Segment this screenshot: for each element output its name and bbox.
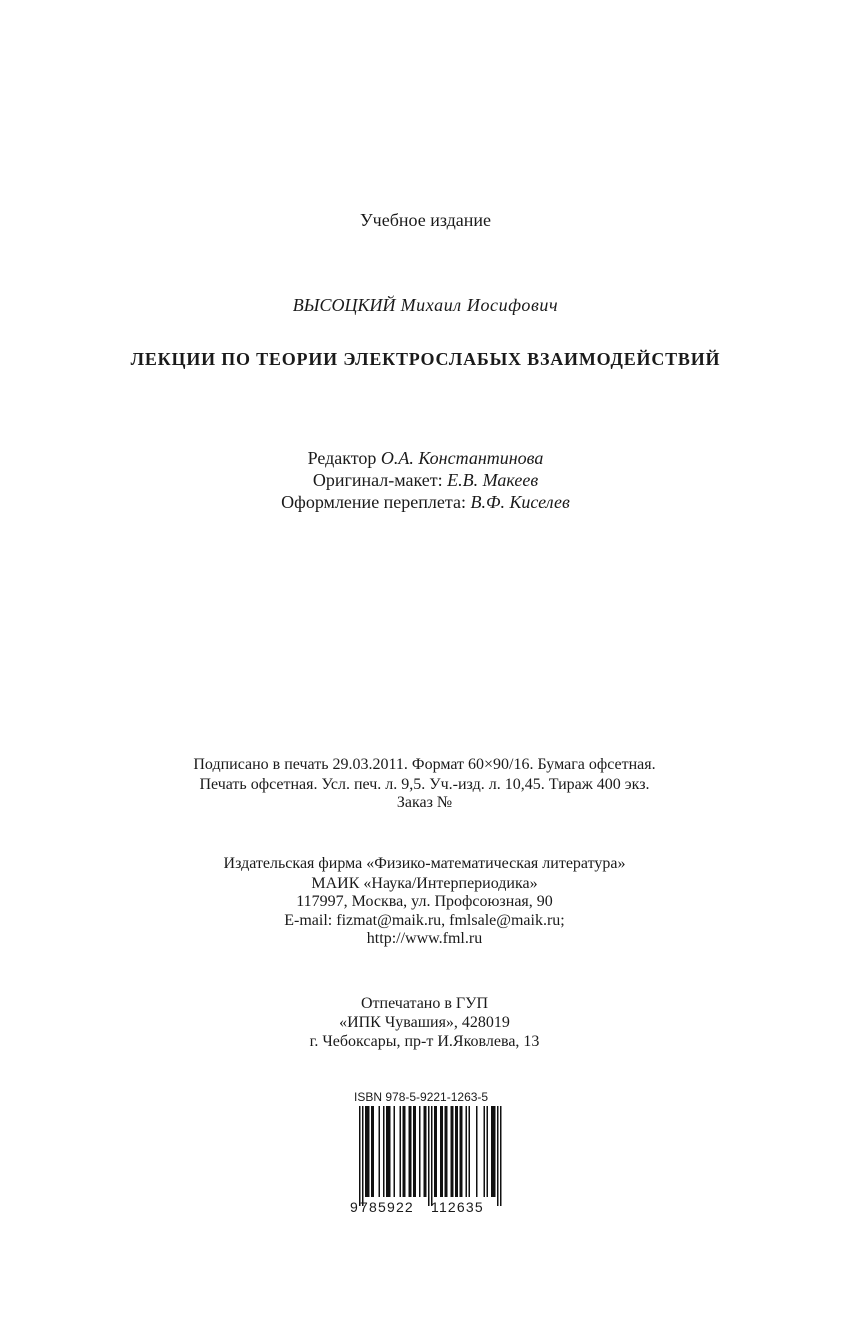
edition-type: Учебное издание: [359, 210, 492, 230]
print-info-line: Заказ №: [396, 794, 453, 811]
author-surname: ВЫСОЦКИЙ: [292, 295, 396, 315]
barcode-bar: [413, 1106, 416, 1197]
credit-layout: [0, 471, 854, 489]
credit-role: Оформление переплета:: [281, 492, 466, 512]
barcode-bar: [434, 1106, 437, 1197]
barcode-bar: [383, 1106, 385, 1197]
barcode-bar: [379, 1106, 381, 1197]
credit-editor: [0, 449, 854, 467]
barcode-first-digit: 9: [350, 1199, 358, 1214]
barcode-bar: [419, 1106, 421, 1197]
barcode-bar: [469, 1106, 471, 1197]
credit-name: Е.В. Макеев: [447, 470, 539, 490]
publisher-address: 117997, Москва, ул. Профсоюзная, 90: [296, 893, 553, 910]
credit-role: Оригинал-макет:: [312, 470, 443, 490]
barcode-bar: [484, 1106, 486, 1197]
barcode-guard-bar: [500, 1106, 502, 1206]
print-info-line: Подписано в печать 29.03.2011. Формат 60×90/16. Бумага офсетная.: [193, 756, 656, 773]
barcode-bar: [445, 1106, 448, 1197]
barcode-left-digits: 785922: [360, 1199, 414, 1214]
printer-line: «ИПК Чувашия», 428019: [339, 1014, 510, 1031]
barcode-guard-bar: [428, 1106, 430, 1206]
barcode-bar: [386, 1106, 391, 1197]
barcode-bar: [466, 1106, 468, 1197]
barcode-bar: [365, 1106, 370, 1197]
barcode-guard-bar: [497, 1106, 499, 1206]
credit-role: Редактор: [307, 448, 377, 468]
barcode-bar: [394, 1106, 396, 1197]
barcode-bar: [476, 1106, 478, 1197]
author-names: Михаил Иосифович: [400, 295, 559, 315]
barcode-guard-bar: [362, 1106, 364, 1206]
credit-name: О.А. Константинова: [380, 448, 544, 468]
barcode-guard-bar: [431, 1106, 433, 1206]
publisher-line: МАИК «Наука/Интерпериодика»: [311, 875, 538, 892]
publisher-url: http://www.fml.ru: [366, 930, 483, 947]
author-line: [0, 296, 854, 314]
barcode-bar: [403, 1106, 406, 1197]
printer-line: Отпечатано в ГУП: [360, 995, 489, 1012]
barcode-bar: [440, 1106, 443, 1197]
printer-address: г. Чебоксары, пр-т И.Яковлева, 13: [309, 1033, 540, 1050]
barcode-guard-bar: [359, 1106, 361, 1206]
barcode-bar: [409, 1106, 412, 1197]
barcode-right-digits: 112635: [431, 1199, 484, 1214]
barcode-bar: [424, 1106, 427, 1197]
credit-cover: [0, 493, 854, 511]
credit-name: В.Ф. Киселев: [470, 492, 570, 512]
barcode-bar: [400, 1106, 402, 1197]
print-info-line: Печать офсетная. Усл. печ. л. 9,5. Уч.-изд. л. 10,45. Тираж 400 экз.: [199, 776, 650, 793]
publisher-email: E-mail: fizmat@maik.ru, fmlsale@maik.ru;: [284, 912, 565, 929]
isbn-label: ISBN 978-5-9221-1263-5: [354, 1090, 489, 1104]
barcode-bar: [371, 1106, 374, 1197]
publisher-line: Издательская фирма «Физико-математическая литература»: [223, 855, 626, 872]
barcode-bar: [455, 1106, 458, 1197]
barcode-bar: [451, 1106, 454, 1197]
barcode-bar: [460, 1106, 463, 1197]
barcode-bar: [491, 1106, 496, 1197]
isbn-barcode: [347, 1106, 507, 1214]
book-title: ЛЕКЦИИ ПО ТЕОРИИ ЭЛЕКТРОСЛАБЫХ ВЗАИМОДЕЙСТВИЙ: [130, 349, 721, 369]
barcode-bar: [487, 1106, 489, 1197]
